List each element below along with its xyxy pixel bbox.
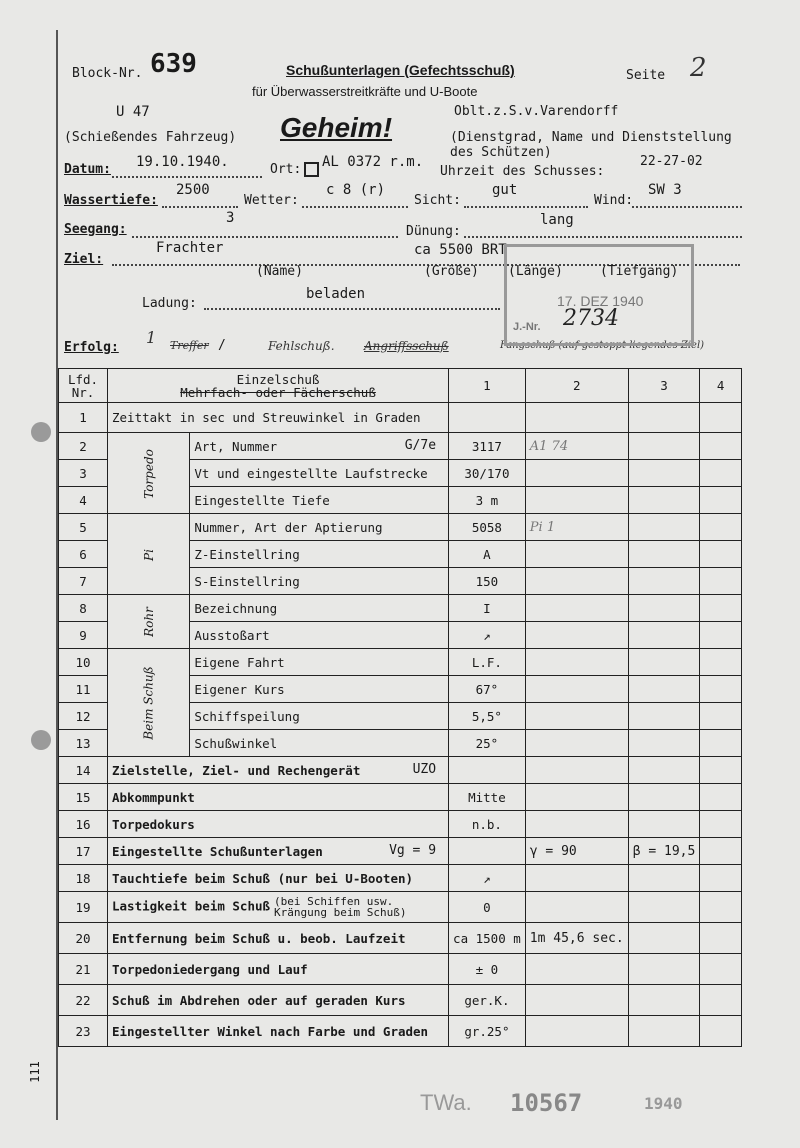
name-caption: (Name) — [256, 264, 303, 279]
value-col-2 — [525, 954, 628, 985]
wind-value: SW 3 — [648, 182, 682, 198]
row-label-cell — [190, 730, 449, 757]
value-col-3 — [628, 649, 700, 676]
row-label: Tauchtiefe beim Schuß (nur bei U-Booten) — [112, 870, 414, 886]
value-col-1: ± 0 — [449, 954, 526, 985]
value-col-1: 25° — [449, 730, 526, 757]
value-col-2 — [525, 985, 628, 1016]
row-label: Abkommpunkt — [112, 789, 195, 805]
value-col-2: γ = 90 — [525, 838, 628, 865]
row-label: Eingestellter Winkel nach Farbe und Graden — [112, 1023, 429, 1039]
value-col-3 — [628, 954, 700, 985]
duenung-value: lang — [540, 212, 574, 228]
value-col-1: L.F. — [449, 649, 526, 676]
row-label: Nummer, Art der Aptierung — [194, 519, 383, 535]
block-number: 639 — [150, 49, 197, 79]
geheim-mark: Geheim! — [280, 112, 393, 143]
value-col-3 — [628, 811, 700, 838]
value-col-3 — [628, 403, 700, 433]
value-col-4 — [700, 568, 742, 595]
value-col-1: ca 1500 m — [449, 923, 526, 954]
value-col-2: A1 74 — [525, 433, 628, 460]
twa-label: TWa. — [420, 1090, 472, 1115]
table-row — [59, 757, 742, 784]
row-number: 6 — [59, 541, 108, 568]
row-number: 14 — [59, 757, 108, 784]
form-title: Schußunterlagen (Gefechtsschuß) — [286, 62, 515, 78]
twa-year: 1940 — [644, 1094, 683, 1113]
value-col-4 — [700, 954, 742, 985]
row-number: 19 — [59, 892, 108, 923]
value-col-2 — [525, 568, 628, 595]
table-row — [59, 784, 742, 811]
uhrzeit-label: Uhrzeit des Schusses: — [440, 164, 605, 179]
value-col-1: 3 m — [449, 487, 526, 514]
ziel-label: Ziel: — [64, 252, 104, 267]
table-row — [59, 811, 742, 838]
table-row — [59, 865, 742, 892]
row-label: Entfernung beim Schuß u. beob. Laufzeit — [112, 930, 406, 946]
row-number: 15 — [59, 784, 108, 811]
row-number: 23 — [59, 1016, 108, 1047]
row-label-cell — [190, 514, 449, 541]
value-col-1: 0 — [449, 892, 526, 923]
row-label: Schiffspeilung — [194, 708, 300, 724]
row-label-cell — [190, 487, 449, 514]
row-note: (bei Schiffen usw. Krängung beim Schuß) — [274, 895, 407, 919]
value-col-1 — [449, 403, 526, 433]
row-label: Eigene Fahrt — [194, 654, 285, 670]
wetter-value: c 8 (r) — [326, 182, 386, 198]
row-number: 1 — [59, 403, 108, 433]
received-stamp — [504, 244, 694, 346]
row-label: Torpedokurs — [112, 816, 195, 832]
groesse-caption: (Größe) — [424, 264, 479, 279]
table-row — [59, 433, 742, 460]
row-number: 8 — [59, 595, 108, 622]
row-label-cell — [108, 784, 449, 811]
row-label-cell — [190, 649, 449, 676]
row-label: Eigener Kurs — [194, 681, 285, 697]
value-col-2 — [525, 757, 628, 784]
value-col-2 — [525, 487, 628, 514]
row-label: Schuß im Abdrehen oder auf geraden Kurs — [112, 992, 406, 1008]
row-label-cell — [190, 676, 449, 703]
head-schuss — [108, 369, 449, 403]
ort-checkbox — [304, 162, 319, 177]
twa-number: 10567 — [510, 1089, 583, 1117]
value-col-4 — [700, 676, 742, 703]
table-row — [59, 954, 742, 985]
value-col-1: ↗ — [449, 622, 526, 649]
value-col-2 — [525, 541, 628, 568]
value-col-4 — [700, 703, 742, 730]
value-col-2 — [525, 649, 628, 676]
row-number: 10 — [59, 649, 108, 676]
row-label: Schußwinkel — [194, 735, 278, 751]
shooter-caption: (Dienstgrad, Name und Dienststellung des Schützen) — [450, 130, 732, 160]
value-col-3 — [628, 487, 700, 514]
erfolg-label: Erfolg: — [64, 340, 119, 355]
row-number: 3 — [59, 460, 108, 487]
value-col-3: β = 19,5 — [628, 838, 700, 865]
col-1: 1 — [449, 369, 526, 403]
value-col-3 — [628, 703, 700, 730]
value-col-3 — [628, 541, 700, 568]
form-subtitle: für Überwasserstreitkräfte und U-Boote — [252, 84, 478, 99]
value-col-4 — [700, 460, 742, 487]
value-col-3 — [628, 460, 700, 487]
value-col-1: I — [449, 595, 526, 622]
row-number: 17 — [59, 838, 108, 865]
value-col-1: 3117 — [449, 433, 526, 460]
value-col-2 — [525, 892, 628, 923]
row-number: 12 — [59, 703, 108, 730]
erfolg-value: 1 — [146, 328, 157, 347]
value-col-4 — [700, 1016, 742, 1047]
value-col-3 — [628, 757, 700, 784]
table-row — [59, 923, 742, 954]
value-col-1 — [449, 757, 526, 784]
value-col-4 — [700, 757, 742, 784]
row-number: 5 — [59, 514, 108, 541]
row-label-cell — [190, 703, 449, 730]
row-label-cell — [108, 985, 449, 1016]
uhrzeit-value: 22-27-02 — [640, 154, 703, 169]
value-col-1: 5,5° — [449, 703, 526, 730]
row-number: 7 — [59, 568, 108, 595]
row-label: Ausstoßart — [194, 627, 270, 643]
value-col-4 — [700, 838, 742, 865]
row-number: 13 — [59, 730, 108, 757]
value-col-2 — [525, 865, 628, 892]
value-col-2 — [525, 460, 628, 487]
fehlschuss-label: Fehlschuß. — [268, 339, 335, 353]
value-col-1: n.b. — [449, 811, 526, 838]
value-col-2 — [525, 1016, 628, 1047]
value-col-2 — [525, 622, 628, 649]
value-col-4 — [700, 541, 742, 568]
table-row — [59, 649, 742, 676]
group-rohr — [108, 595, 190, 649]
value-col-4 — [700, 514, 742, 541]
table-row — [59, 403, 742, 433]
shot-data-table — [58, 368, 742, 1047]
value-col-2: 1m 45,6 sec. — [525, 923, 628, 954]
value-col-3 — [628, 923, 700, 954]
value-col-4 — [700, 622, 742, 649]
table-row — [59, 595, 742, 622]
datum-label: Datum: — [64, 162, 111, 177]
row-label-cell — [108, 923, 449, 954]
head-mehr: Mehrfach- oder Fächerschuß — [180, 384, 376, 400]
datum-value: 19.10.1940. — [136, 154, 229, 170]
group-label: Torpedo — [141, 448, 156, 499]
group-label: Rohr — [141, 607, 156, 637]
value-col-1 — [449, 838, 526, 865]
block-label: Block-Nr. — [72, 66, 143, 81]
value-col-4 — [700, 985, 742, 1016]
tiefgang-caption: (Tiefgang) — [600, 264, 679, 279]
value-col-3 — [628, 622, 700, 649]
ort-label: Ort: — [270, 162, 302, 177]
row-label: Eingestellte Schußunterlagen — [112, 843, 323, 859]
row-label-cell — [190, 460, 449, 487]
row-number: 22 — [59, 985, 108, 1016]
row-extra: G/7e — [404, 438, 437, 453]
value-col-2 — [525, 676, 628, 703]
value-col-4 — [700, 811, 742, 838]
row-number: 21 — [59, 954, 108, 985]
boat-caption: (Schießendes Fahrzeug) — [64, 130, 237, 145]
stamp-nr-label: J.-Nr. — [513, 321, 541, 333]
head-einzel: Einzelschuß — [236, 371, 320, 387]
fangschuss-label: Fangschuß (auf gestoppt liegendes Ziel) — [500, 340, 705, 351]
row-number: 9 — [59, 622, 108, 649]
value-col-3 — [628, 865, 700, 892]
treffer-label: Treffer — [170, 339, 209, 352]
wetter-label: Wetter: — [244, 193, 299, 208]
seite-label: Seite — [626, 68, 666, 83]
row-label-cell — [108, 811, 449, 838]
value-col-2 — [525, 703, 628, 730]
col-4: 4 — [700, 369, 742, 403]
ladung-label: Ladung: — [142, 296, 197, 311]
value-col-1: Mitte — [449, 784, 526, 811]
row-number: 20 — [59, 923, 108, 954]
value-col-1: 67° — [449, 676, 526, 703]
value-col-1: ↗ — [449, 865, 526, 892]
value-col-4 — [700, 403, 742, 433]
table-row — [59, 1016, 742, 1047]
row-label: Eingestellte Tiefe — [194, 492, 330, 508]
value-col-4 — [700, 433, 742, 460]
row-number: 2 — [59, 433, 108, 460]
value-col-4 — [700, 923, 742, 954]
table-row — [59, 985, 742, 1016]
row-label: Z-Einstellring — [194, 546, 300, 562]
value-col-3 — [628, 730, 700, 757]
row-label-cell — [108, 892, 449, 923]
value-col-3 — [628, 568, 700, 595]
row-label-cell — [190, 433, 449, 460]
row-number: 11 — [59, 676, 108, 703]
shooter-name: Oblt.z.S.v.Varendorff — [454, 104, 619, 119]
boat-name: U 47 — [116, 104, 150, 120]
value-col-3 — [628, 514, 700, 541]
row-extra: UZO — [412, 762, 437, 777]
row-label-cell — [108, 1016, 449, 1047]
wind-label: Wind: — [594, 193, 634, 208]
row-label: S-Einstellring — [194, 573, 300, 589]
value-col-2 — [525, 730, 628, 757]
row-label: Zeittakt in sec und Streuwinkel in Graden — [112, 410, 421, 425]
value-col-2: Pi 1 — [525, 514, 628, 541]
punch-hole-top — [31, 422, 51, 442]
row-label: Lastigkeit beim Schuß — [112, 898, 271, 914]
row-label-cell — [190, 622, 449, 649]
seite-value: 2 — [690, 53, 707, 83]
group-label: Beim Schuß — [141, 666, 156, 740]
value-col-4 — [700, 649, 742, 676]
group-torpedo — [108, 433, 190, 514]
stamp-nr: 2734 — [563, 306, 619, 331]
row-label-cell — [108, 865, 449, 892]
value-col-2 — [525, 595, 628, 622]
value-col-1: A — [449, 541, 526, 568]
col-3: 3 — [628, 369, 700, 403]
value-col-4 — [700, 595, 742, 622]
value-col-4 — [700, 730, 742, 757]
row-label: Zielstelle, Ziel- und Rechengerät — [112, 762, 361, 778]
ziel-value: Frachter — [156, 240, 224, 256]
side-mark: 111 — [27, 1061, 42, 1083]
row-number: 16 — [59, 811, 108, 838]
value-col-3 — [628, 595, 700, 622]
row-label-cell — [190, 568, 449, 595]
value-col-1: 150 — [449, 568, 526, 595]
table-row — [59, 514, 742, 541]
duenung-label: Dünung: — [406, 224, 461, 239]
seegang-label: Seegang: — [64, 222, 127, 237]
row-extra: Vg = 9 — [389, 843, 437, 858]
ort-value: AL 0372 r.m. — [322, 154, 424, 170]
groesse-value: ca 5500 BRT — [414, 242, 507, 258]
value-col-4 — [700, 784, 742, 811]
value-col-3 — [628, 892, 700, 923]
value-col-2 — [525, 811, 628, 838]
row-label-cell — [108, 757, 449, 784]
value-col-4 — [700, 892, 742, 923]
value-col-1: 30/170 — [449, 460, 526, 487]
row-label: Art, Nummer — [194, 438, 278, 454]
table-row — [59, 892, 742, 923]
row-label-cell — [108, 403, 449, 433]
col-2: 2 — [525, 369, 628, 403]
table-row — [59, 838, 742, 865]
value-col-2 — [525, 403, 628, 433]
row-label-cell — [190, 541, 449, 568]
row-label-cell — [108, 954, 449, 985]
sicht-value: gut — [492, 182, 518, 198]
wassertiefe-value: 2500 — [176, 182, 210, 198]
value-col-3 — [628, 784, 700, 811]
wassertiefe-label: Wassertiefe: — [64, 193, 158, 208]
value-col-1: ger.K. — [449, 985, 526, 1016]
laenge-caption: (Länge) — [508, 264, 563, 279]
row-number: 4 — [59, 487, 108, 514]
value-col-1: gr.25° — [449, 1016, 526, 1047]
value-col-3 — [628, 985, 700, 1016]
sicht-label: Sicht: — [414, 193, 461, 208]
value-col-2 — [525, 784, 628, 811]
value-col-3 — [628, 676, 700, 703]
punch-hole-bottom — [31, 730, 51, 750]
row-number: 18 — [59, 865, 108, 892]
document-page: Block-Nr. 639 Schußunterlagen (Gefechtsschuß) für Überwasserstreitkräfte und U-Boote Seite 2 U 47 (Schießendes Fahrzeug) Geheim! Oblt.z.S.v.Varendorff (Dienstgrad, Name und Dienststellung des Schützen) Datum: 19.10.1940. Ort: AL 0372 r.m. Uhrzeit des Schusses: 22-27-02 Wassertiefe: 2500 Wetter: c 8 (r) Sicht: gut Wind: SW 3 Seegang: 3 Dünung: lang Ziel: Frachter ca 5500 BRT (Name) (Größe) (Länge) (Tiefgang) Ladung: beladen Erfolg: 1 Treffer / Fehlschuß. Angriffsschuß Fangschuß (auf gestoppt liegendes Ziel) 17. DEZ 1940 J.-Nr. 2734 Lfd. Nr. Einzelschuß Mehrfach- oder Fächerschuß 1 2 3 4 1 Zeittakt in sec und Streuwinkel in Graden 2 Torpedo Art, Nummer G/7e 3117 A1 74 3 Vt und eingestellte Laufstrecke 30/170 4 Eingestellte Tiefe 3 m 5 Pi Nummer, Art der Aptierung 5058 Pi 1 6 Z-Einstellring A 7 S-Einstellring 150 8 Rohr Bezeichnung I 9 Ausstoßart ↗ 10 Beim Schuß Eigene Fahrt L.F. 11 Eigener Kurs 67° 12 Schiffspeilung 5,5° 13 Schußwinkel 25° 14 Zielstelle, Ziel- und Rechengerät UZO 15 Abkommpunkt Mitte 16 Torpedokurs n.b. 17 Eingestellte Schußunterlagen Vg = 9 γ = 90 β = 19,5 18 Tauchtiefe beim Schuß (nur bei U-Booten) ↗ 19 Lastigkeit beim Schuß (bei Schiffen usw. Krängung beim Schuß) 0 20 Entfernung beim Schuß u. beob. Laufzeit ca 1500 m 1m 45,6 sec. 21 Torpedoniedergang und Lauf ± 0 22 Schuß im Abdrehen oder auf geraden Kurs ger.K. 23 Eingestellter Winkel nach Farbe und Graden gr.25° TWa. 10567 1940 111 — [0, 0, 800, 1148]
row-label: Vt und eingestellte Laufstrecke — [194, 465, 428, 481]
value-col-1: 5058 — [449, 514, 526, 541]
stamp-date: 17. DEZ 1940 — [557, 293, 644, 309]
ladung-value: beladen — [306, 286, 366, 302]
value-col-3 — [628, 433, 700, 460]
row-label: Bezeichnung — [194, 600, 278, 616]
value-col-3 — [628, 1016, 700, 1047]
head-nr: Lfd. Nr. — [59, 369, 108, 403]
row-label-cell — [190, 595, 449, 622]
group-label: Pi — [141, 548, 156, 561]
row-label-cell — [108, 838, 449, 865]
value-col-4 — [700, 865, 742, 892]
angriffsschuss-label: Angriffsschuß — [364, 339, 449, 353]
group-beim_schuss — [108, 649, 190, 757]
group-pi — [108, 514, 190, 595]
value-col-4 — [700, 487, 742, 514]
seegang-value: 3 — [226, 210, 235, 226]
row-label: Torpedoniedergang und Lauf — [112, 961, 308, 977]
